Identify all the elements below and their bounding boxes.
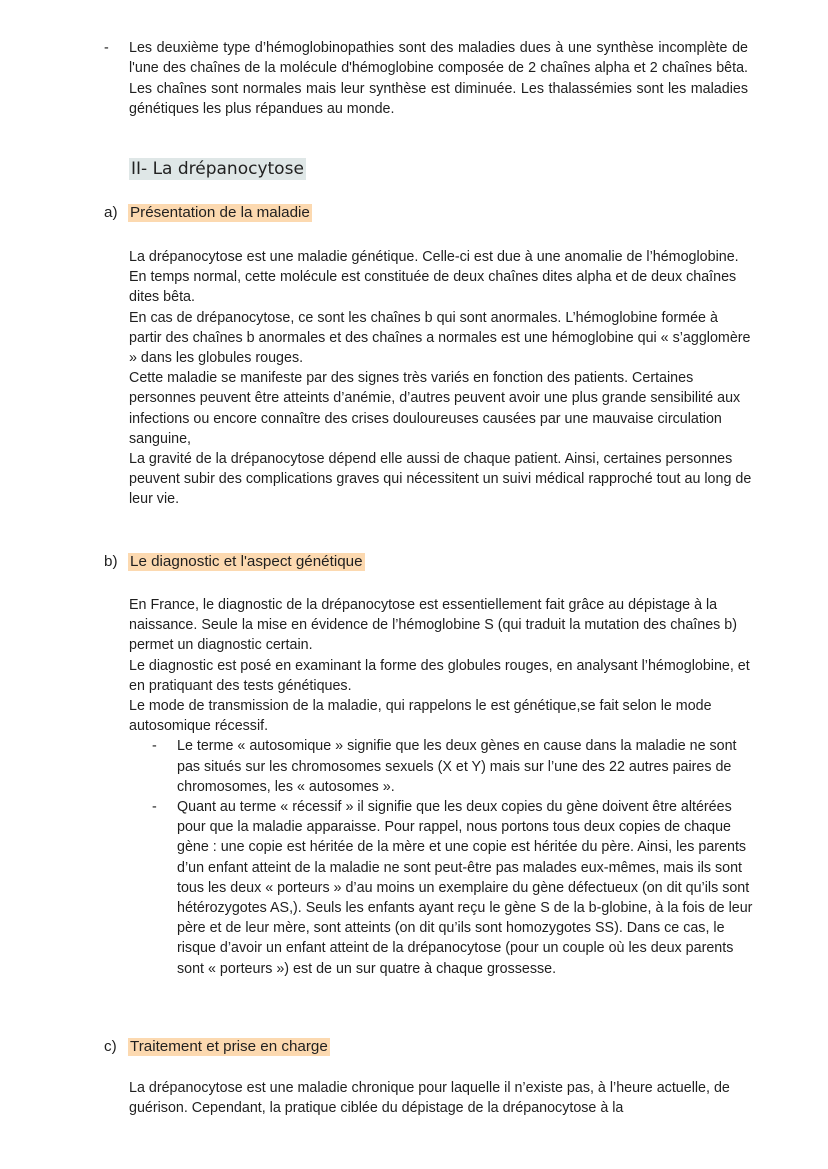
section-b-paragraph: En France, le diagnostic de la drépanocytose est essentiellement fait grâce au dépistage à la naissance. Seule la mise en évidence de l’hémoglobine S (qui traduit la mutation des chaînes b) permet un diagnostic certain.	[129, 597, 737, 654]
list-item	[129, 797, 754, 979]
part-title: II- La drépanocytose	[131, 159, 304, 179]
section-b-paragraph: Le mode de transmission de la maladie, qui rappelons le est génétique,se fait selon le mode autosomique récessif.	[129, 698, 712, 735]
bullet-dash: -	[152, 738, 157, 755]
bullet-text: Quant au terme « récessif » il signifie que les deux copies du gène doivent être altérées pour que la maladie apparaisse. Pour rappel, nous portons tous deux copies de chaque gène : une copie est héritée de la mère et une copie est héritée du père. Ainsi, les parents d’un enfant atteint de la maladie ne sont peut-être pas malades eux-mêmes, mais ils sont tous les deux « porteurs » d’au moins un exemplaire du gène défectueux (on dit qu’ils sont hétérozygotes AS,). Seuls les enfants ayant reçu le gène S de la b-globine, à la fois de leur père et de leur mère, sont atteints (on dit qu’ils sont homozygotes SS). Dans ce cas, le risque d’avoir un enfant atteint de la drépanocytose (pour un couple où les deux parents sont « porteurs ») est de un sur quatre à chaque grossesse.	[177, 799, 753, 977]
section-c-paragraph: La drépanocytose est une maladie chronique pour laquelle il n’existe pas, à l’heure actuelle, de guérison. Cependant, la pratique ciblée du dépistage de la drépanocytose à la	[129, 1080, 730, 1117]
section-b-title: Le diagnostic et l'aspect génétique	[130, 553, 363, 570]
intro-list-item	[104, 38, 748, 120]
section-a-paragraph: La gravité de la drépanocytose dépend elle aussi de chaque patient. Ainsi, certaines personnes peuvent subir des complications graves qui nécessitent un suivi médical rapproché tout au long de leur vie.	[129, 451, 752, 508]
list-item	[129, 736, 754, 797]
section-a-heading	[104, 203, 312, 223]
section-b-body	[129, 595, 754, 979]
section-b-paragraph: Le diagnostic est posé en examinant la forme des globules rouges, en analysant l’hémoglobine, et en pratiquant des tests génétiques.	[129, 657, 750, 694]
section-b-heading	[104, 552, 365, 572]
section-c-label: c)	[104, 1038, 117, 1055]
section-c-title: Traitement et prise en charge	[130, 1038, 328, 1055]
section-b-bullet-list	[129, 736, 754, 978]
section-a-title: Présentation de la maladie	[130, 204, 310, 221]
bullet-dash: -	[152, 799, 157, 816]
intro-text: Les deuxième type d’hémoglobinopathies sont des maladies dues à une synthèse incomplète de l'une des chaînes de la molécule d'hémoglobine composée de 2 chaînes alpha et 2 chaînes bêta. Les chaînes sont normales mais leur synthèse est diminuée. Les thalassémies sont les maladies génétiques les plus répandues au monde.	[129, 40, 748, 118]
section-a-paragraph: En cas de drépanocytose, ce sont les chaînes b qui sont anormales. L’hémoglobine formée à partir des chaînes b anormales et des chaînes a normales est une hémoglobine qui « s’agglomère » dans les globules rouges.	[129, 309, 751, 367]
section-a-paragraph: La drépanocytose est une maladie génétique. Celle-ci est due à une anomalie de l’hémoglobine.	[129, 249, 739, 265]
section-b-label: b)	[104, 553, 118, 570]
list-dash: -	[104, 40, 109, 56]
bullet-text: Le terme « autosomique » signifie que les deux gènes en cause dans la maladie ne sont pas situés sur les chromosomes sexuels (X et Y) mais sur l’une des 22 autres paires de chromosomes, les « autosomes ».	[177, 738, 737, 795]
section-a-paragraph: En temps normal, cette molécule est constituée de deux chaînes dites alpha et de deux chaînes dites bêta.	[129, 269, 737, 306]
section-c-heading	[104, 1037, 330, 1057]
section-a-label: a)	[104, 204, 118, 221]
section-a-body	[129, 247, 754, 510]
section-a-paragraph: Cette maladie se manifeste par des signes très variés en fonction des patients. Certaines personnes peuvent être atteints d’anémie, d’autres peuvent avoir une plus grande sensibilité aux infections ou encore connaître des crises douloureuses causées par une mauvaise circulation sanguine,	[129, 370, 741, 447]
section-c-body	[129, 1078, 754, 1118]
